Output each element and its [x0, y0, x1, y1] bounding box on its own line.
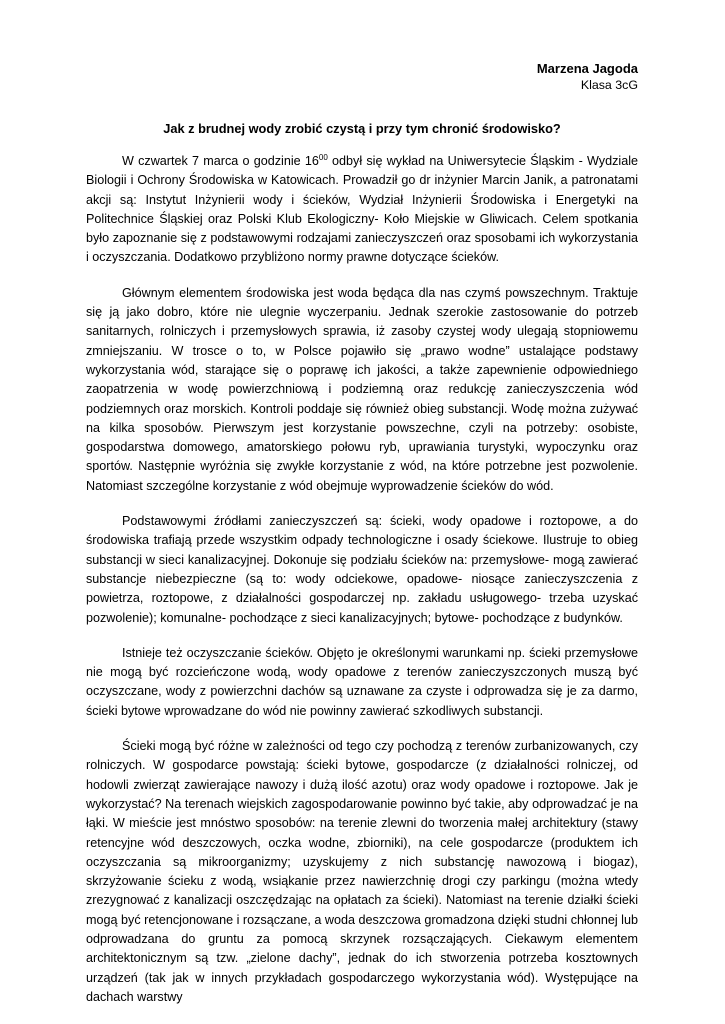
paragraph-2: Głównym elementem środowiska jest woda będąca dla nas czymś powszechnym. Traktuje się ją jako dobro, które nie ulegnie wyczerpaniu. Jednak szerokie zastosowanie do potrzeb sanitarnych, rolniczych i przemysłowych sprawia, iż zasoby czystej wody ulegają stopniowemu zmniejszaniu. W trosce o to, w Polsce pojawiło się „prawo wodne” ustalające podstawy wykorzystania wód, starające się o poprawę ich jakości, a także zapewnienie odpowiedniego zaopatrzenia w wodę powierzchniową i podziemną oraz redukcję zanieczyszczenia wód podziemnych oraz morskich. Kontroli poddaje się również obieg substancji. Wodę można zużywać na kilka sposobów. Pierwszym jest korzystanie powszechne, czyli na potrzeby: osobiste, gospodarstwa domowego, amatorskiego połowu ryb, uprawiania turystyki, wypoczynku oraz sportów. Następnie wyróżnia się zwykłe korzystanie z wód, na które potrzebne jest pozwolenie. Natomiast szczególne korzystanie z wód obejmuje wyprowadzenie ścieków do wód.	[86, 285, 638, 493]
paragraph-5: Ścieki mogą być różne w zależności od tego czy pochodzą z terenów zurbanizowanych, czy rolniczych. W gospodarce powstają: ścieki bytowe, gospodarcze (z działalności rolniczej, od hodowli zwierząt zawierające nawozy i dużą ilość azotu) oraz wody opadowe i roztopowe. Jak je wykorzystać? Na terenach wiejskich zagospodarowanie powinno być takie, aby odprowadzać je na łąki. W mieście jest mnóstwo sposobów: na terenie zlewni do tworzenia małej architektury (stawy retencyjne wód deszczowych, oczka wodne, zbiorniki), na cele gospodarcze (produktem ich oczyszczania są mikroorganizmy; uzyskujemy z nich substancję nawozową i biogaz), skrzyżowanie ścieku z wodą, wsiąkanie przez nawierzchnię drogi czy parkingu (można wtedy zrezygnować z kanalizacji oszczędzając na opłatach za ścieki). Natomiast na terenie działki ścieki mogą być retencjonowane i rozsączane, a woda deszczowa gromadzona dzięki studni chłonnej lub odprowadzana do gruntu za pomocą skrzynek rozsączających. Ciekawym elementem architektonicznym są tzw. „zielone dachy”, jednak do ich stworzenia potrzeba kosztownych urządzeń (tak jak w innych przykładach gospodarczego wykorzystania wód). Występujące na dachach warstwy	[86, 739, 638, 1004]
document-page	[86, 60, 638, 1007]
paragraph-1	[86, 152, 638, 268]
time-superscript: 00	[318, 153, 328, 162]
author-block	[86, 60, 638, 94]
paragraph-1-rest: odbył się wykład na Uniwersytecie Śląskim - Wydziale Biologii i Ochrony Środowiska w Katowicach. Prowadził go dr inżynier Marcin Janik, a patronatami akcji są: Instytut Inżynierii wody i ścieków, Wydział Inżynierii Środowiska i Energetyki na Politechnice Śląskiej oraz Polski Klub Ekologiczny- Koło Miejskie w Gliwicach. Celem spotkania było zapoznanie się z podstawowymi rodzajami zanieczyszczeń oraz sposobami ich wykorzystania i oczyszczania. Dodatkowo przybliżono normy prawne dotyczące ścieków.	[86, 154, 638, 265]
author-name: Marzena Jagoda	[536, 61, 638, 76]
paragraph-4: Istnieje też oczyszczanie ścieków. Objęto je określonymi warunkami np. ścieki przemysłowe nie mogą być rozcieńczone wodą, wody opadowe z terenów zanieczyszczonych muszą być oczyszczane, wody z powierzchni dachów są uznawane za czyste i odprowadza się je za darmo, ścieki bytowe wprowadzane do wód nie powinny zawierać szkodliwych substancji.	[86, 645, 638, 718]
paragraph-1-start: W czwartek 7 marca o godzinie 16	[122, 154, 319, 168]
class-label: Klasa 3cG	[580, 78, 638, 92]
document-title: Jak z brudnej wody zrobić czystą i przy tym chronić środowisko?	[163, 121, 561, 136]
paragraph-3: Podstawowymi źródłami zanieczyszczeń są: ścieki, wody opadowe i roztopowe, a do środowiska trafiają przede wszystkim odpady technologiczne i osady ściekowe. Ilustruje to obieg substancji w sieci kanalizacyjnej. Dokonuje się podziału ścieków na: przemysłowe- mogą zawierać substancje niebezpieczne (są to: wody odciekowe, opadowe- niosące zanieczyszczenia z powietrza, roztopowe, z działalności gospodarczej np. zakładu usługowego- trzeba uzyskać pozwolenie); komunalne- pochodzące z sieci kanalizacyjnych; bytowe- pochodzące z budynków.	[86, 514, 638, 625]
